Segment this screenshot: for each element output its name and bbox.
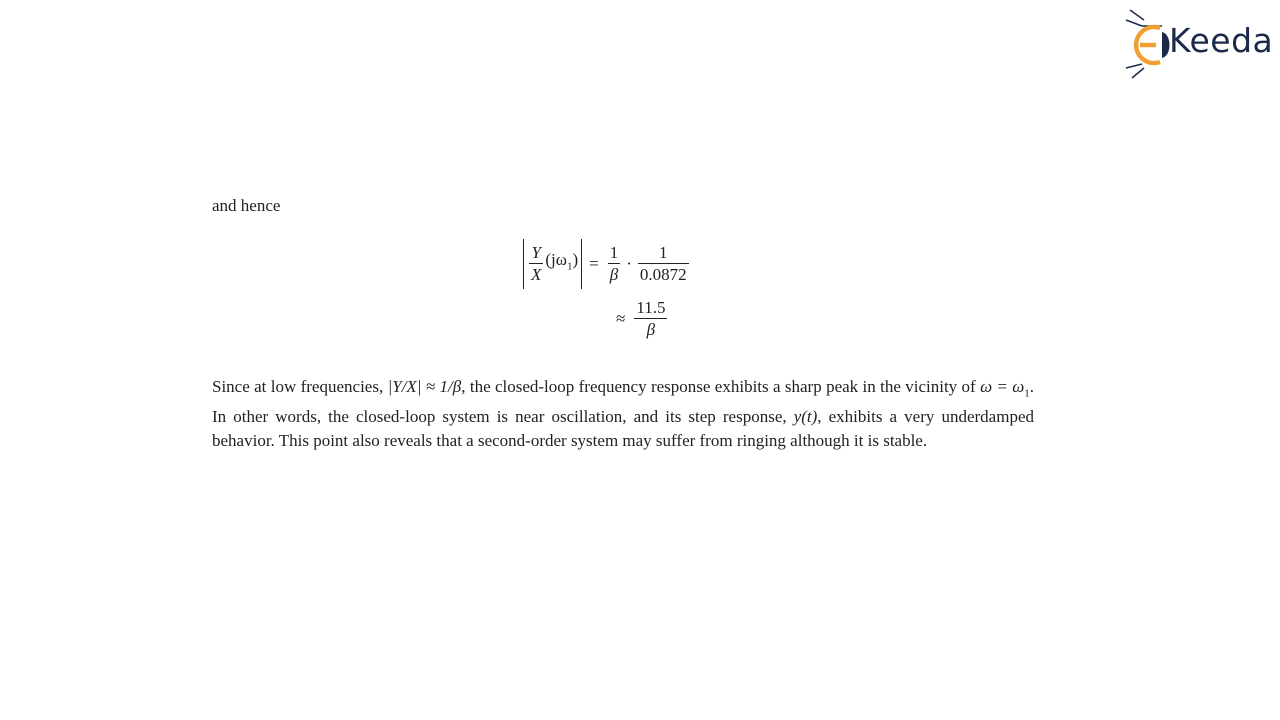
inline-math-step-response: y(t) (793, 407, 818, 427)
fraction-numerator: Y (531, 242, 541, 262)
argument-close: ) (572, 250, 579, 270)
absolute-value (523, 239, 582, 289)
paragraph-text-2: , the closed-loop frequency response exhibits a sharp peak in the vicinity of (461, 376, 981, 396)
equation-block (212, 218, 1034, 375)
fraction-denominator: 0.0872 (639, 265, 687, 285)
logo-wordmark: Keeda (1169, 21, 1274, 60)
argument-subscript: 1 (566, 260, 573, 273)
fraction-numerator: 1 (659, 242, 668, 262)
equation-2 (609, 293, 669, 345)
paragraph-text-3: . In other words, the closed-loop system is near oscillation, and its step response, (212, 376, 1035, 427)
fraction-denominator: β (609, 265, 619, 285)
argument-open: (jω (545, 250, 567, 270)
approx-sign: ≈ (616, 308, 626, 328)
omega-equation: ω = ω (980, 376, 1025, 396)
equation-1 (523, 238, 691, 290)
inline-math-omega (980, 376, 1030, 399)
fraction-denominator: β (646, 320, 656, 340)
inline-math-ratio: |Y/X| ≈ 1/β (387, 376, 462, 396)
fraction-numerator: 1 (609, 242, 619, 262)
fraction-bar (638, 263, 689, 264)
equals-sign: = (589, 253, 599, 273)
fraction-one-over-beta (608, 243, 621, 284)
fraction-result (634, 298, 667, 340)
function-argument (545, 248, 578, 279)
fraction-denominator: X (531, 265, 542, 285)
multiply-dot: · (626, 253, 632, 273)
paragraph-text-4: , exhibits a very underdamped behavior. This point also reveals that a second-order system may suffer from ringing although it is stable. (212, 407, 1034, 450)
fraction-bar (608, 263, 621, 264)
fraction-numerator: 11.5 (636, 297, 666, 317)
fraction-bar (634, 318, 667, 320)
paragraph-text-1: Since at low frequencies, (212, 376, 388, 396)
fraction-one-over-constant (638, 243, 689, 284)
fraction-y-over-x (529, 243, 543, 284)
fraction-bar (529, 263, 543, 264)
lead-text: and hence (212, 196, 281, 215)
ekeeda-logo (1122, 6, 1274, 82)
omega-subscript: 1 (1024, 386, 1030, 399)
explanation-paragraph (212, 375, 1034, 453)
document-body (212, 194, 1034, 452)
